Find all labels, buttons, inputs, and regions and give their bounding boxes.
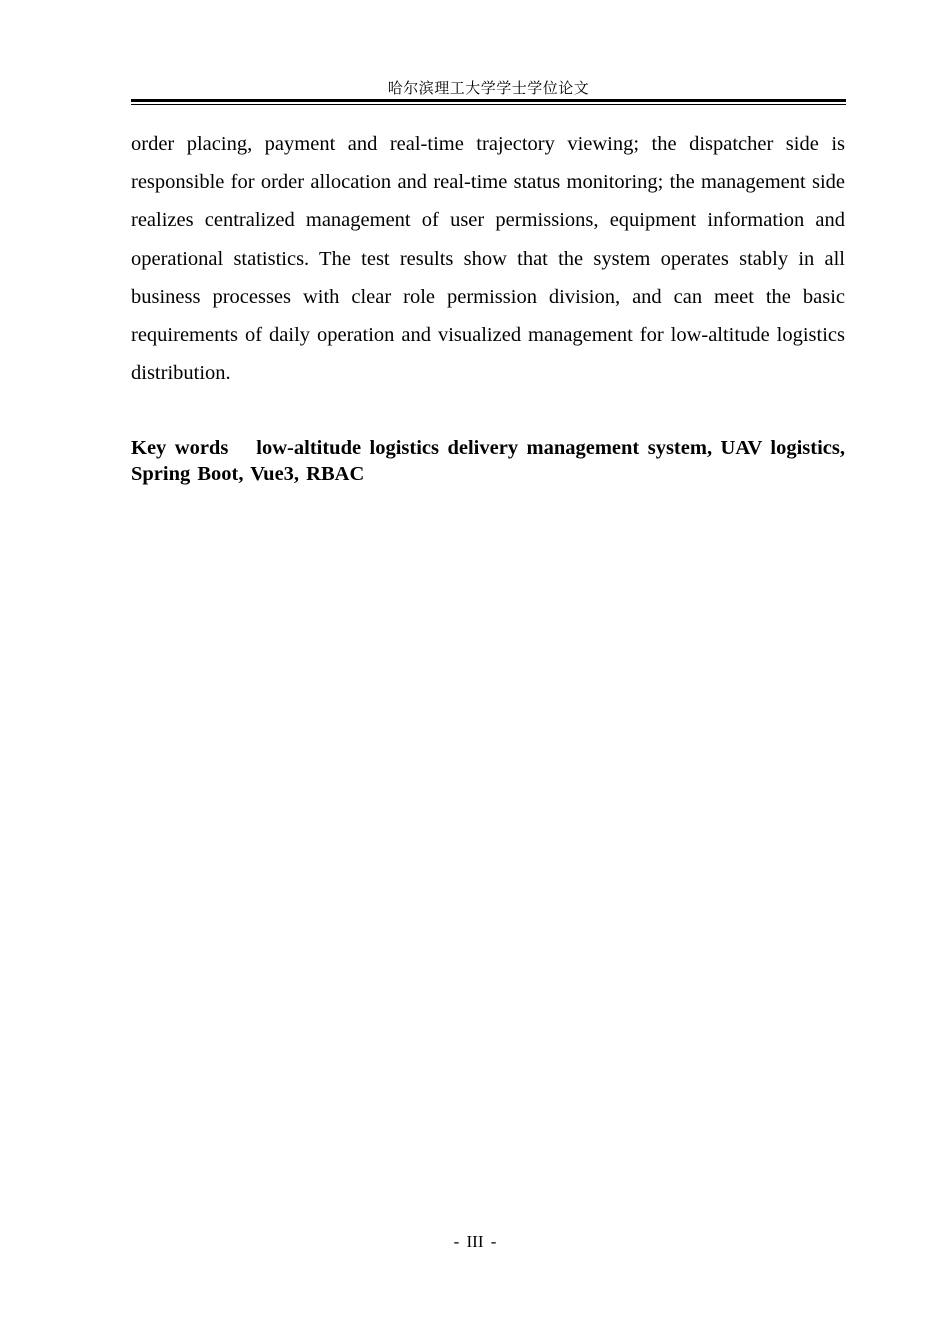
keywords-label: Key words: [131, 437, 229, 459]
header-double-rule: [131, 99, 846, 105]
keywords-text: low-altitude logistics delivery management system, UAV logistics, Spring Boot, Vue3, RBAC: [131, 437, 845, 485]
page-number: - III -: [453, 1232, 497, 1251]
keywords-line: [131, 435, 845, 487]
running-header: 哈尔滨理工大学学士学位论文: [387, 79, 590, 97]
abstract-paragraph: order placing, payment and real-time trajectory viewing; the dispatcher side is responsible for order allocation and real-time status monitoring; the management side realizes centralized management of user permissions, equipment information and operational statistics. The test results show that the system operates stably in all business processes with clear role permission division, and can meet the basic requirements of daily operation and visualized management for low-altitude logistics distribution.: [131, 133, 845, 385]
